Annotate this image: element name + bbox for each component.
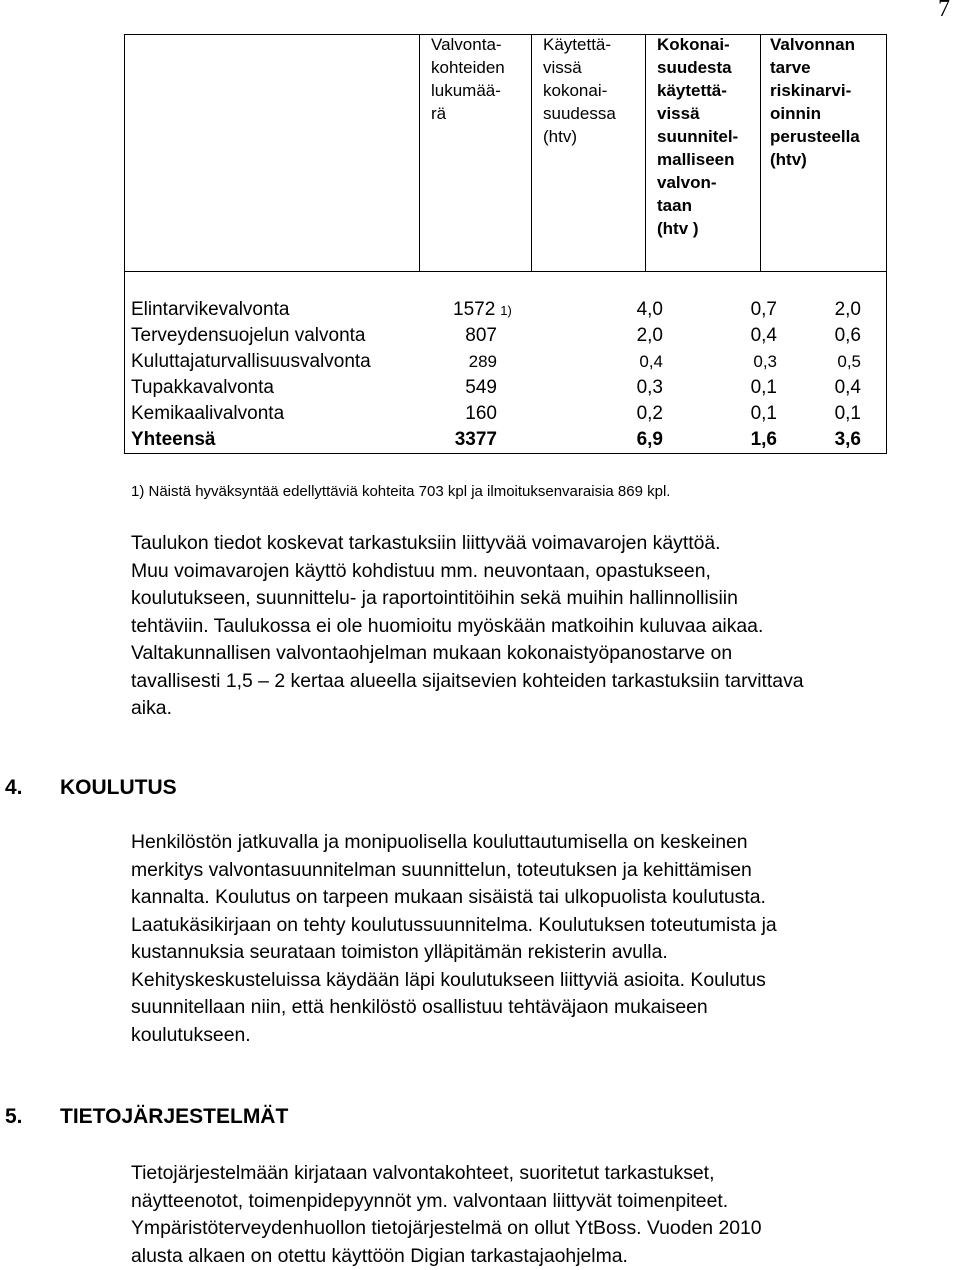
table-col-divider	[531, 34, 532, 272]
page-number: 7	[938, 0, 950, 23]
row-suunnitelmallinen: 0,3	[715, 349, 777, 375]
section-number: 4.	[5, 775, 60, 801]
row-count: 289	[437, 349, 497, 375]
row-label: Terveydensuojelun valvonta	[131, 323, 366, 349]
row-suunnitelmallinen: 0,1	[715, 401, 777, 427]
table-footnote: 1) Näistä hyväksyntää edellyttäviä kohteita 703 kpl ja ilmoituksenvaraisia 869 kpl.	[131, 482, 670, 502]
text-line: Laatukäsikirjaan on tehty koulutussuunnitelma. Koulutuksen toteutumista ja	[131, 912, 957, 940]
header-kohteiden-lukumaara: Valvonta- kohteiden lukumää- rä	[431, 33, 505, 125]
row-suunnitelmallinen: 1,6	[715, 427, 777, 453]
table-row	[131, 349, 861, 375]
text-line: aika.	[131, 695, 957, 723]
row-count: 807	[437, 323, 497, 349]
table-col-divider	[419, 34, 420, 272]
table-col-divider	[645, 34, 646, 272]
text-line: kannalta. Koulutus on tarpeen mukaan sisäistä tai ulkopuolista koulutusta.	[131, 884, 957, 912]
row-kokonaisuudessa: 4,0	[601, 297, 663, 323]
row-count: 160	[437, 401, 497, 427]
table-border-left	[124, 34, 125, 454]
row-label: Elintarvikevalvonta	[131, 297, 289, 323]
row-count: 549	[437, 375, 497, 401]
row-tarve: 3,6	[799, 427, 861, 453]
row-count: 1572	[453, 299, 495, 320]
table-row-total	[131, 427, 861, 453]
text-line: koulutukseen.	[131, 1022, 957, 1050]
row-suunnitelmallinen: 0,7	[715, 297, 777, 323]
row-suunnitelmallinen: 0,1	[715, 375, 777, 401]
table-col-divider	[760, 34, 761, 272]
text-line: tehtäviin. Taulukossa ei ole huomioitu myöskään matkoihin kuluvaa aikaa.	[131, 613, 957, 641]
paragraph-voimavarat	[131, 530, 957, 723]
paragraph-tietojarjestelmat	[131, 1160, 957, 1270]
section-number: 5.	[5, 1104, 60, 1130]
table-border-right	[886, 34, 887, 454]
text-line: alusta alkaen on otettu käyttöön Digian tarkastajaohjelma.	[131, 1243, 957, 1270]
text-line: kustannuksia seurataan toimiston ylläpitämän rekisterin avulla.	[131, 939, 957, 967]
table-row	[131, 401, 861, 427]
row-suunnitelmallinen: 0,4	[715, 323, 777, 349]
text-line: Henkilöstön jatkuvalla ja monipuolisella kouluttautumisella on keskeinen	[131, 829, 957, 857]
text-line: Kehityskeskusteluissa käydään läpi koulutukseen liittyviä asioita. Koulutus	[131, 967, 957, 995]
text-line: näytteenotot, toimenpidepyynnöt ym. valvontaan liittyvät toimenpiteet.	[131, 1188, 957, 1216]
text-line: merkitys valvontasuunnitelman suunnittelun, toteutuksen ja kehittämisen	[131, 857, 957, 885]
paragraph-koulutus	[131, 829, 957, 1049]
row-tarve: 0,6	[799, 323, 861, 349]
section-title: TIETOJÄRJESTELMÄT	[60, 1105, 288, 1128]
row-footnote-marker: 1)	[500, 303, 512, 318]
row-label: Kuluttajaturvallisuusvalvonta	[131, 349, 371, 375]
row-kokonaisuudessa: 2,0	[601, 323, 663, 349]
text-line: Tietojärjestelmään kirjataan valvontakohteet, suoritetut tarkastukset,	[131, 1160, 957, 1188]
row-label: Tupakkavalvonta	[131, 375, 274, 401]
text-line: suunnitellaan niin, että henkilöstö osallistuu tehtäväjaon mukaiseen	[131, 994, 957, 1022]
row-tarve: 0,4	[799, 375, 861, 401]
text-line: Valtakunnallisen valvontaohjelman mukaan kokonaistyöpanostarve on	[131, 640, 957, 668]
row-count: 3377	[437, 427, 497, 453]
header-valvonnan-tarve: Valvonnan tarve riskinarvi- oinnin perusteella (htv)	[770, 33, 860, 171]
table-row	[131, 323, 861, 349]
section-heading-tietojarjestelmat	[5, 1104, 288, 1130]
text-line: Muu voimavarojen käyttö kohdistuu mm. neuvontaan, opastukseen,	[131, 558, 957, 586]
row-kokonaisuudessa: 6,9	[601, 427, 663, 453]
section-heading-koulutus	[5, 775, 177, 801]
row-tarve: 2,0	[799, 297, 861, 323]
row-tarve: 0,1	[799, 401, 861, 427]
row-kokonaisuudessa: 0,2	[601, 401, 663, 427]
section-title: KOULUTUS	[60, 776, 177, 799]
row-kokonaisuudessa: 0,4	[601, 349, 663, 375]
table-row	[131, 297, 861, 323]
table-border-bottom	[124, 453, 887, 454]
table-row	[131, 375, 861, 401]
text-line: koulutukseen, suunnittelu- ja raportointitöihin sekä muihin hallinnollisiin	[131, 585, 957, 613]
text-line: tavallisesti 1,5 – 2 kertaa alueella sijaitsevien kohteiden tarkastuksiin tarvittava	[131, 668, 957, 696]
row-tarve: 0,5	[799, 349, 861, 375]
header-suunnitelmalliseen-valvontaan: Kokonai- suudesta käytettä- vissä suunnitel- malliseen valvon- taan (htv )	[657, 33, 738, 240]
text-line: Taulukon tiedot koskevat tarkastuksiin liittyvää voimavarojen käyttöä.	[131, 530, 957, 558]
text-line: Ympäristöterveydenhuollon tietojärjestelmä on ollut YtBoss. Vuoden 2010	[131, 1215, 957, 1243]
table-header-separator	[124, 271, 887, 272]
header-kaytettavissa-kokonaisuudessa: Käytettä- vissä kokonai- suudessa (htv)	[543, 33, 616, 148]
row-kokonaisuudessa: 0,3	[601, 375, 663, 401]
row-label: Kemikaalivalvonta	[131, 401, 284, 427]
row-label: Yhteensä	[131, 427, 215, 453]
